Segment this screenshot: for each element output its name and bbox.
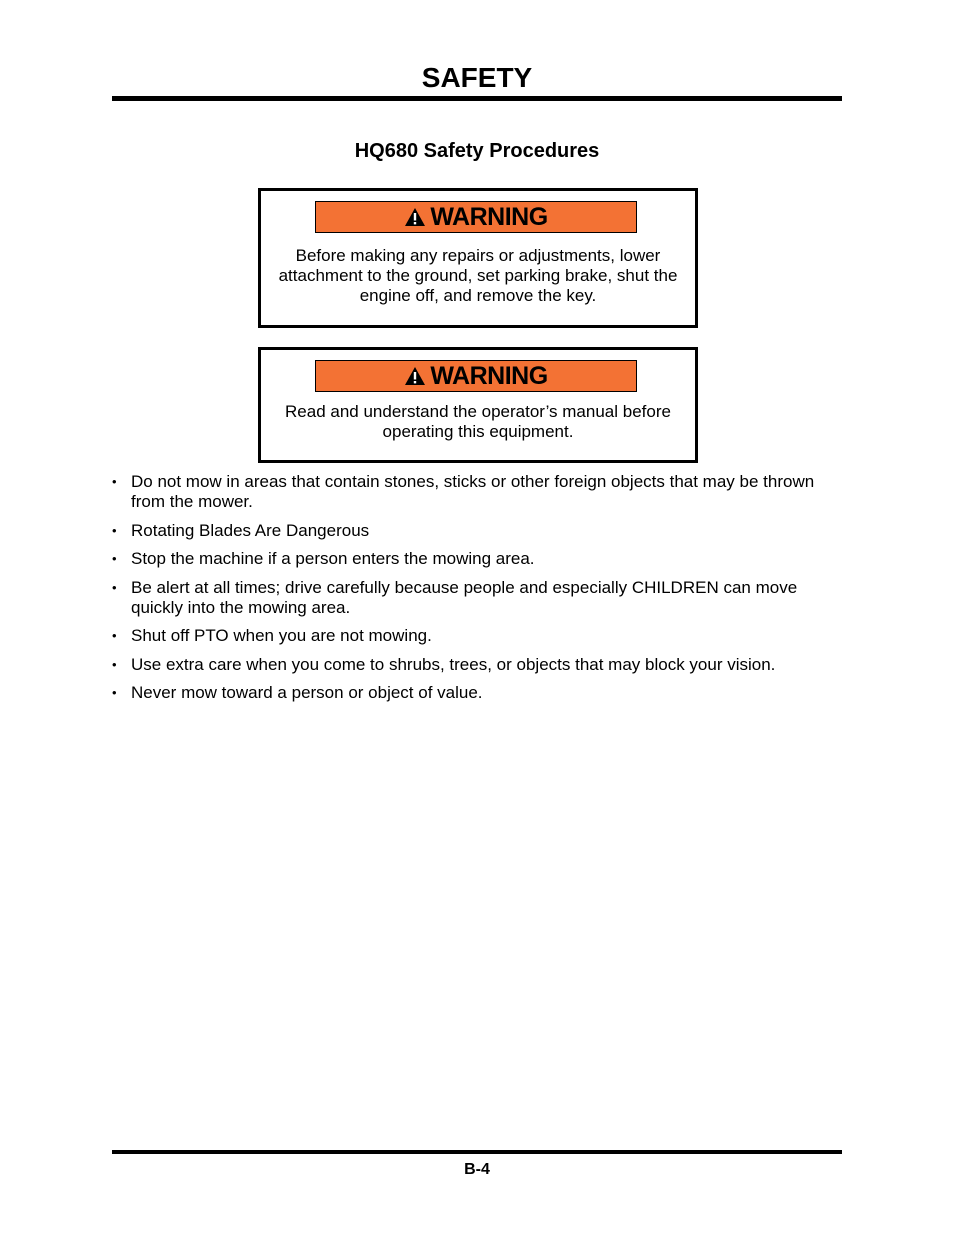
list-item: • Shut off PTO when you are not mowing. bbox=[112, 626, 432, 645]
section-heading: HQ680 Safety Procedures bbox=[354, 140, 600, 162]
bullet-icon: • bbox=[112, 522, 117, 538]
list-item: • Do not mow in areas that contain stones, sticks or other foreign objects that may be thrown from the mower. bbox=[112, 472, 815, 511]
bullet-icon: • bbox=[112, 579, 117, 595]
warning-label-banner bbox=[315, 201, 637, 233]
warning-triangle-icon bbox=[404, 366, 426, 386]
warning-box-1 bbox=[258, 188, 698, 328]
list-item: • Use extra care when you come to shrubs, trees, or objects that may block your vision. bbox=[112, 654, 776, 674]
safety-bullet-list bbox=[112, 472, 847, 712]
footer-rule bbox=[112, 1150, 842, 1154]
list-item: • Stop the machine if a person enters the mowing area. bbox=[112, 549, 535, 568]
header-rule bbox=[112, 96, 842, 101]
warning-label: WARNING bbox=[430, 361, 548, 390]
bullet-icon: • bbox=[112, 551, 117, 566]
bullet-icon: • bbox=[112, 628, 117, 643]
warning-box-2 bbox=[258, 347, 698, 463]
bullet-icon: • bbox=[112, 656, 117, 672]
warning-text: Before making any repairs or adjustments, lower attachment to the ground, set parking brake, shut the engine off, and remove the key. bbox=[278, 246, 678, 305]
list-item: • Be alert at all times; drive carefully because people and especially CHILDREN can move quickly into the mowing area. bbox=[112, 577, 798, 617]
list-item: • Never mow toward a person or object of value. bbox=[112, 683, 483, 702]
bullet-icon: • bbox=[112, 474, 117, 489]
warning-label: WARNING bbox=[430, 202, 548, 231]
warning-label-banner bbox=[315, 360, 637, 392]
warning-triangle-icon bbox=[404, 207, 426, 227]
list-item: • Rotating Blades Are Dangerous bbox=[112, 520, 370, 540]
bullet-icon: • bbox=[112, 685, 117, 700]
page-title: SAFETY bbox=[421, 62, 533, 93]
warning-text: Read and understand the operator’s manual before operating this equipment. bbox=[285, 402, 671, 441]
page-number: B-4 bbox=[464, 1161, 490, 1178]
